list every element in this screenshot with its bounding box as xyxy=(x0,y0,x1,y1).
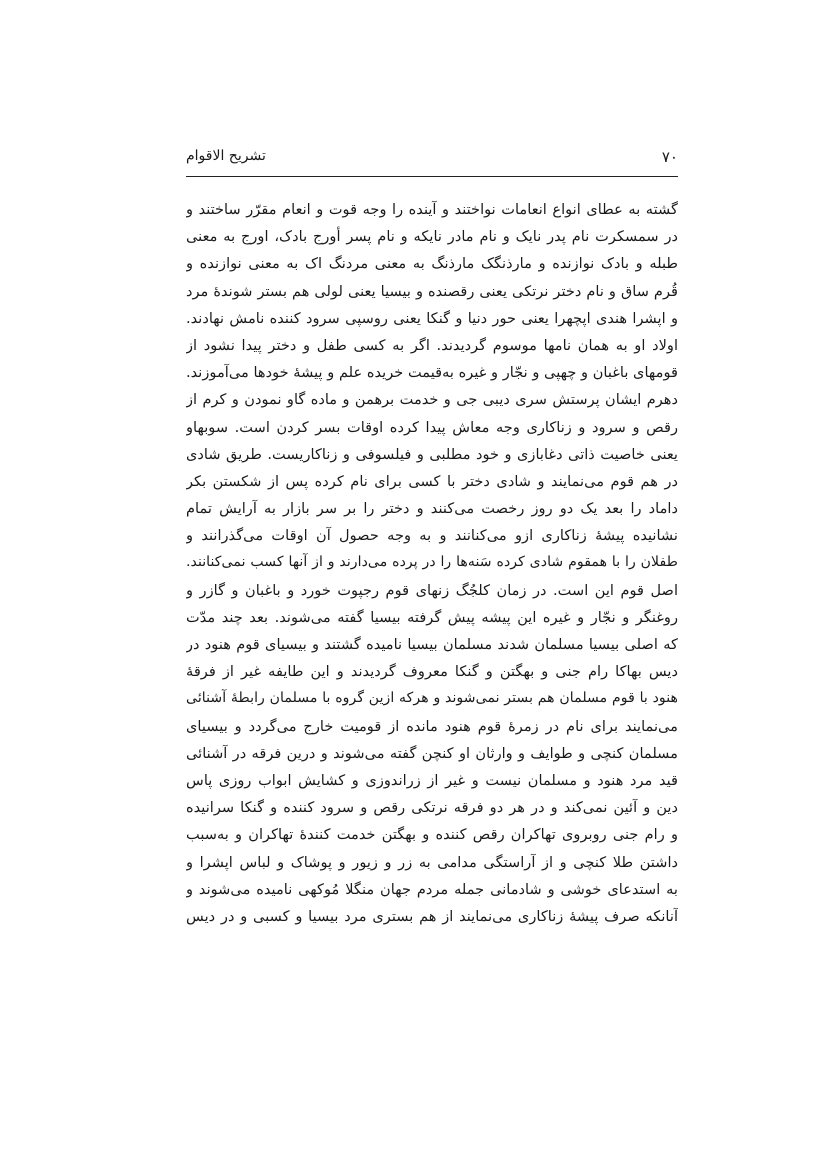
text-line: نشانیده پیشهٔ زناکاری ازو می‌کنانند و به وجه حصول آن اوقات می‌گذرانند و xyxy=(186,527,678,545)
text-line: داماد را بعد یک دو روز رخصت می‌کنند و دختر را بر سر بازار به آرایش تمام xyxy=(186,500,678,518)
text-line: هنود با قوم مسلمان هم بستر نمی‌شوند و هرکه ازین گروه با مسلمان رابطهٔ آشنائی xyxy=(186,690,678,707)
text-line: روغنگر و نجّار و غیره این پیشه پیش گرفته بیسیا گفته می‌شوند. بعد چند مدّت xyxy=(186,608,678,626)
text-line: طفلان را با همقوم شادی کرده سَنه‌ها را در پرده می‌دارند و از آنها کسب نمی‌کنانند. xyxy=(186,554,678,571)
text-line: و رام جنی روبروی تهاکران رقص کننده و بهگتن خدمت کنندهٔ تهاکران و به‌سبب xyxy=(186,826,678,844)
body-text xyxy=(186,196,678,930)
header-rule xyxy=(186,176,678,177)
text-line: یعنی خاصیت ذاتی دغابازی و خود مطلبی و فیلسوفی و زناکاریست. طریق شادی xyxy=(186,445,678,463)
text-line: و اپشرا هندی اپچهرا یعنی حور دنیا و گنکا یعنی روسپی سرود کننده نامش نهادند. xyxy=(186,309,678,327)
text-line: در سمسکرت نام پدر نایک و نام مادر نایکه و نام پسر أورج بادک، اورج به معنی xyxy=(186,228,678,246)
text-line: در هم قوم می‌نمایند و شادی دختر با کسی برای نام کرده پس از شکستن بکر xyxy=(186,472,678,490)
page-header xyxy=(186,146,678,172)
text-line: مسلمان کنچی و طوایف و وارثان او کنچن گفته می‌شوند و درین فرقه در آشنائی xyxy=(186,744,678,762)
text-line: طبله و بادک نوازنده و مارذنگک مارذنگ به معنی مردنگ اک به معنی نوازنده و xyxy=(186,255,678,273)
text-line: اصل قوم این است. در زمان کلجُگ زنهای قوم رجپوت خورد و باغبان و گازر و xyxy=(186,581,678,599)
text-line: رقص و سرود و زناکاری وجه معاش پیدا کرده اوقات بسر کردن است. سوبهاو xyxy=(186,418,678,436)
text-line: قُرم ساق و نام دختر نرتکی یعنی رقصنده و بیسیا یعنی لولی هم بستر شوندهٔ مرد xyxy=(186,282,678,300)
page-number: ۷۰ xyxy=(661,148,678,166)
text-line: اولاد او به همان نامها موسوم گردیدند. اگر به کسی طفل و دختر پیدا نشود از xyxy=(186,336,678,354)
text-line: می‌نمایند برای نام در زمرهٔ قوم هنود مانده از قومیت خارج می‌گردد و بیسیای xyxy=(186,717,678,735)
text-line: قید مرد هنود و مسلمان نیست و غیر از زراندوزی و کشایش ابواب روزی پاس xyxy=(186,771,678,789)
text-line: که اصلی بیسیا مسلمان شدند مسلمان بیسیا نامیده گشتند و بیسیای قوم هنود در xyxy=(186,636,678,653)
text-line: قومهای باغبان و چهپی و نجّار و غیره به‌قیمت خریده علم و پیشهٔ خودها می‌آموزند. xyxy=(186,364,678,382)
text-line: داشتن طلا کنچی و از آراستگی مدامی به زر و زیور و پوشاک و لباس اپشرا و xyxy=(186,853,678,871)
text-line: گشته به عطای انواع انعامات نواختند و آینده را وجه قوت و انعام مقرّر ساختند و xyxy=(186,201,678,218)
text-line: دین و آئین نمی‌کند و در هر دو فرقه نرتکی رقص و سرود کننده و گنکا سرانیده xyxy=(186,799,678,817)
running-title: تشریح الاقوام xyxy=(186,148,266,164)
text-line: آنانکه صرف پیشهٔ زناکاری می‌نمایند از هم بستری مرد بیسیا و کسبی و در دیس xyxy=(186,907,678,925)
text-line: دهرم ایشان پرستش سری دیبی جی و خدمت برهمن و ماده گاو نمودن و کرم از xyxy=(186,391,678,409)
text-line: به استدعای خوشی و شادمانی جمله مردم جهان منگلا مُوکهی نامیده می‌شوند و xyxy=(186,880,678,898)
text-line: دیس بهاکا رام جنی و بهگتن و گنکا معروف گردیدند و این طایفه غیر از فرقهٔ xyxy=(186,663,678,681)
